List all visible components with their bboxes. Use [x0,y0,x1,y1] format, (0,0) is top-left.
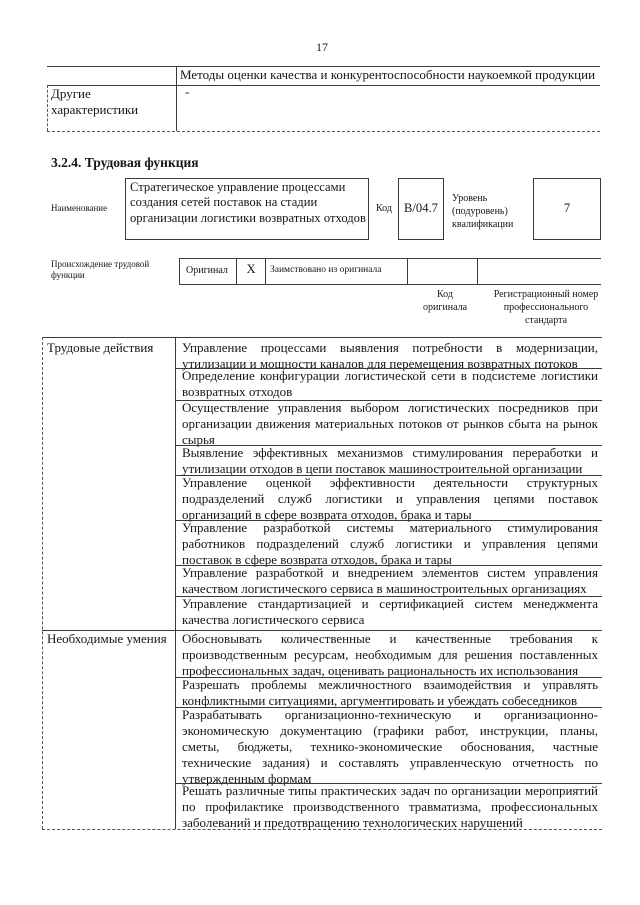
section-heading: 3.2.4. Трудовая функция [51,155,199,170]
skill-item: Разрешать проблемы межличностного взаимодействия и управлять конфликтными ситуациями, аргументировать и убеждать собеседников [182,677,598,708]
top-table-row2-value: - [185,84,190,99]
labor-action-item: Определение конфигурации логистической сети в подсистеме логистики возвратных отходов [182,368,598,399]
original-label: Оригинал [186,265,228,276]
labor-action-item: Управление процессами выявления потребности в модернизации, утилизации и мощности каналов для перемещения возвратных потоков [182,340,598,371]
name-label: Наименование [51,203,108,213]
top-table-row2-label: Другие характеристики [51,86,139,117]
reg-number-label: Регистрационный номер профессионального стандарта [493,289,599,326]
borrowed-label: Заимствовано из оригинала [270,265,382,275]
labor-actions-label: Трудовые действия [47,340,154,355]
labor-action-item: Осуществление управления выбором логистических посредников при организации движения материальных потоков от рынков сбыта на рынок сырья [182,400,598,447]
labor-action-item: Выявление эффективных механизмов стимулирования переработки и утилизации отходов в цепи поставок машиностроительной организации [182,445,598,476]
page-number: 17 [316,40,328,54]
level-label: Уровень (подуровень) квалификации [452,193,514,230]
labor-action-item: Управление стандартизацией и сертификацией систем менеджмента качества логистического сервиса [182,596,598,627]
skill-item: Решать различные типы практических задач по организации мероприятий по профилактике производственного травматизма, профессиональных заболеваний и предотвращению технологических нарушений [182,783,598,830]
original-mark: X [246,262,256,276]
labor-action-item: Управление разработкой системы материального стимулирования работников подразделений служб логистики и управления цепями поставок в сфере возврата отходов, брака и тары [182,520,598,567]
code-original-label: Код оригинала [422,289,468,313]
labor-action-item: Управление разработкой и внедрением элементов систем управления качеством логистического сервиса в машиностроительных организациях [182,565,598,596]
code-label: Код [376,203,392,214]
skill-item: Обосновывать количественные и качественные требования к производственным ресурсам, необходимым для решения поставленных профессиональных задач, оценивать рациональность их использования [182,631,598,678]
level-value: 7 [563,201,571,215]
code-value: B/04.7 [404,201,438,215]
top-table-row1-text: Методы оценки качества и конкурентоспособности наукоемкой продукции [180,67,596,82]
skills-label: Необходимые умения [47,631,167,646]
origin-label: Происхождение трудовой функции [51,259,150,280]
skill-item: Разрабатывать организационно-техническую и организационно-экономическую документацию (графики работ, инструкции, планы, сметы, бюджеты, технико-экономические обоснования, частные технические задания) и составлять управленческую отчетность по утвержденным формам [182,707,598,786]
name-value: Стратегическое управление процессами создания сетей поставок на стадии организации логистики возвратных отходов [130,180,366,225]
labor-action-item: Управление оценкой эффективности деятельности структурных подразделений служб логистики и управления цепями поставок организаций в сфере возврата отходов, брака и тары [182,475,598,522]
